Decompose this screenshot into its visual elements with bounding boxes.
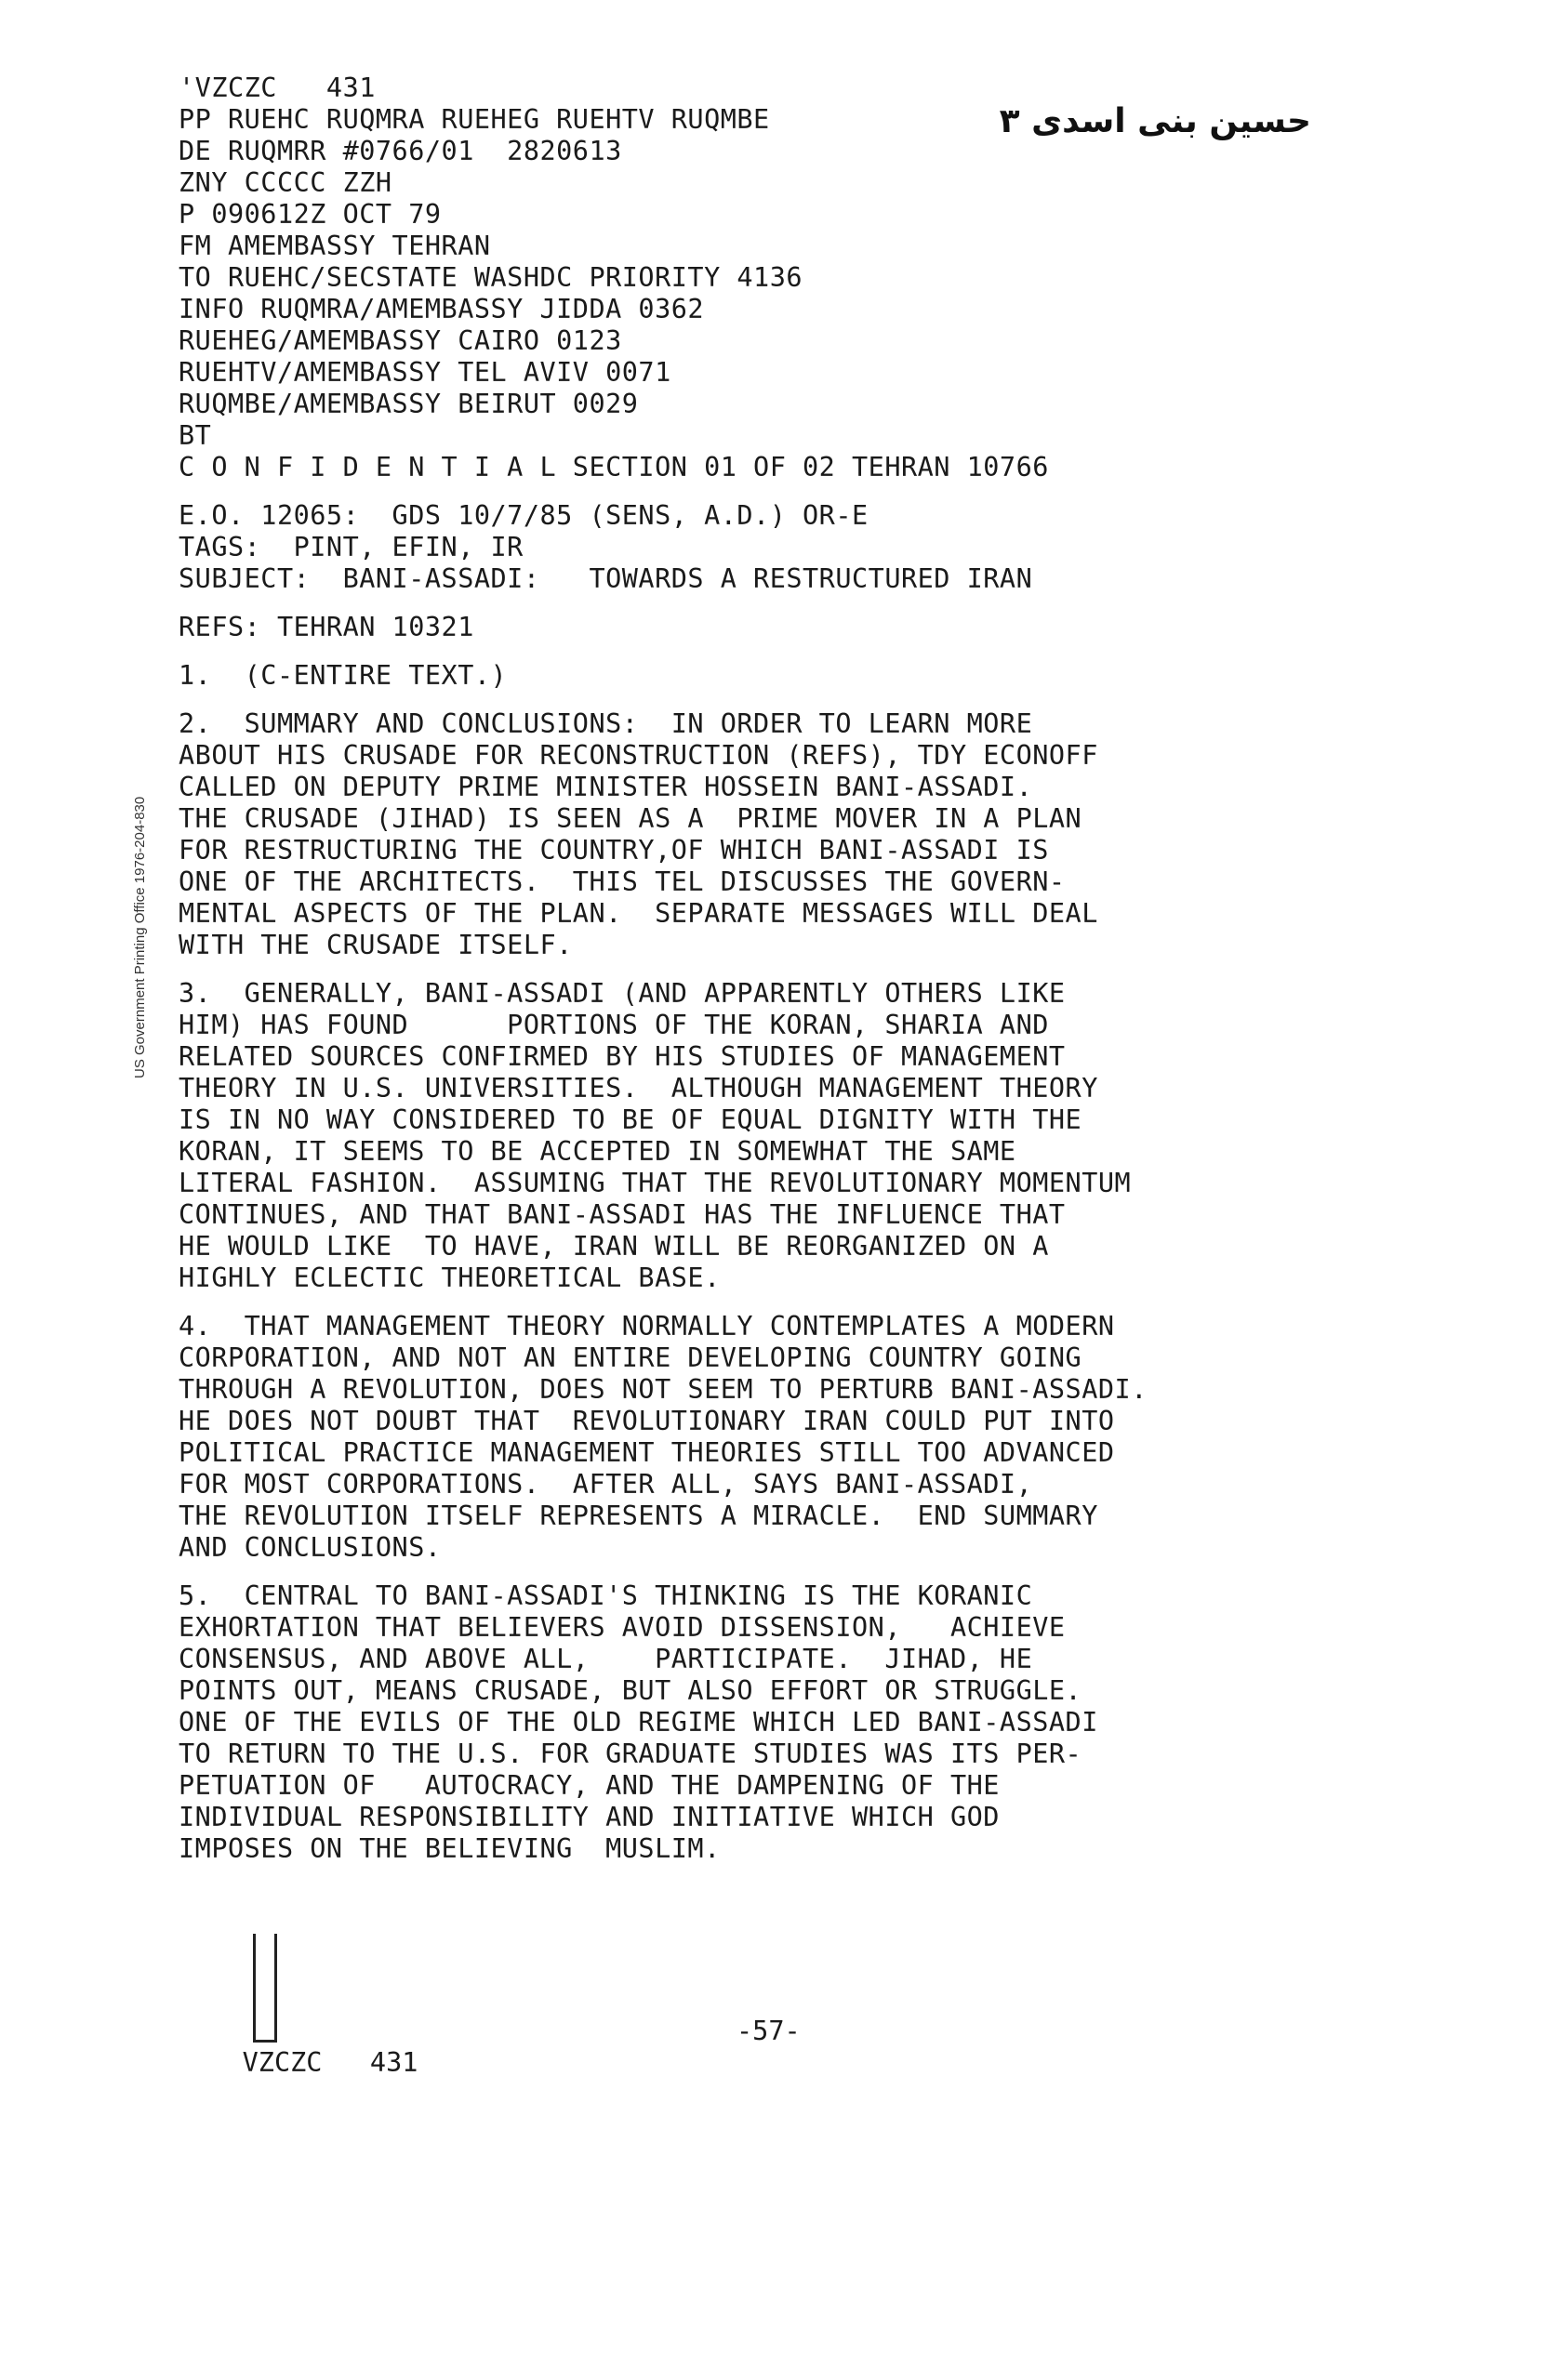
text-line: POINTS OUT, MEANS CRUSADE, BUT ALSO EFFORT OR STRUGGLE.	[179, 1675, 1082, 1706]
text-line: CORPORATION, AND NOT AN ENTIRE DEVELOPING COUNTRY GOING	[179, 1342, 1082, 1373]
text-line: THEORY IN U.S. UNIVERSITIES. ALTHOUGH MANAGEMENT THEORY	[179, 1073, 1098, 1104]
routing-line: BT	[179, 420, 212, 451]
text-line: CONTINUES, AND THAT BANI-ASSADI HAS THE INFLUENCE THAT	[179, 1199, 1066, 1230]
text-line: ABOUT HIS CRUSADE FOR RECONSTRUCTION (REFS), TDY ECONOFF	[179, 740, 1098, 771]
text-line: INDIVIDUAL RESPONSIBILITY AND INITIATIVE WHICH GOD	[179, 1802, 1000, 1832]
text-line: HE WOULD LIKE TO HAVE, IRAN WILL BE REORGANIZED ON A	[179, 1231, 1049, 1262]
text-line: ONE OF THE ARCHITECTS. THIS TEL DISCUSSES THE GOVERN-	[179, 866, 1066, 897]
text-line: POLITICAL PRACTICE MANAGEMENT THEORIES STILL TOO ADVANCED	[179, 1437, 1115, 1468]
text-line: CALLED ON DEPUTY PRIME MINISTER HOSSEIN BANI-ASSADI.	[179, 772, 1033, 802]
text-line: 1. (C-ENTIRE TEXT.)	[179, 660, 508, 691]
text-line: KORAN, IT SEEMS TO BE ACCEPTED IN SOMEWHAT THE SAME	[179, 1136, 1016, 1167]
paragraph-4	[179, 1311, 1322, 1564]
routing-line: RUEHEG/AMEMBASSY CAIRO 0123	[179, 325, 622, 356]
text-line: TO RETURN TO THE U.S. FOR GRADUATE STUDIES WAS ITS PER-	[179, 1739, 1082, 1769]
tags-line: TAGS: PINT, EFIN, IR	[179, 532, 524, 562]
text-line: THROUGH A REVOLUTION, DOES NOT SEEM TO PERTURB BANI-ASSADI.	[179, 1374, 1148, 1405]
text-line: EXHORTATION THAT BELIEVERS AVOID DISSENSION, ACHIEVE	[179, 1612, 1066, 1643]
routing-line: ZNY CCCCC ZZH	[179, 167, 392, 198]
paragraph-1	[179, 660, 1322, 692]
text-line: THE REVOLUTION ITSELF REPRESENTS A MIRACLE. END SUMMARY	[179, 1501, 1098, 1531]
text-line: MENTAL ASPECTS OF THE PLAN. SEPARATE MESSAGES WILL DEAL	[179, 898, 1098, 929]
page-number: -57-	[737, 2016, 801, 2046]
footer-routing: VZCZC 431	[242, 2047, 418, 2078]
text-line: RELATED SOURCES CONFIRMED BY HIS STUDIES OF MANAGEMENT	[179, 1041, 1066, 1072]
cable-meta	[179, 500, 1322, 595]
printing-office-stamp: US Government Printing Office 1976-204-830	[132, 796, 148, 1078]
text-line: CONSENSUS, AND ABOVE ALL, PARTICIPATE. JIHAD, HE	[179, 1644, 1033, 1674]
handwritten-note: حسین بنی اسدی ۳	[999, 102, 1311, 140]
text-line: 4. THAT MANAGEMENT THEORY NORMALLY CONTEMPLATES A MODERN	[179, 1311, 1115, 1342]
routing-line: RUEHTV/AMEMBASSY TEL AVIV 0071	[179, 357, 671, 388]
routing-line: P 090612Z OCT 79	[179, 199, 442, 230]
text-line: FOR RESTRUCTURING THE COUNTRY,OF WHICH BANI-ASSADI IS	[179, 835, 1049, 866]
routing-line: INFO RUQMRA/AMEMBASSY JIDDA 0362	[179, 294, 705, 324]
routing-line: 'VZCZC 431	[179, 73, 376, 103]
text-line: HIGHLY ECLECTIC THEORETICAL BASE.	[179, 1263, 721, 1293]
text-line: WITH THE CRUSADE ITSELF.	[179, 930, 573, 960]
routing-line: DE RUQMRR #0766/01 2820613	[179, 136, 622, 166]
text-line: LITERAL FASHION. ASSUMING THAT THE REVOLUTIONARY MOMENTUM	[179, 1168, 1132, 1198]
routing-line: FM AMEMBASSY TEHRAN	[179, 231, 491, 261]
text-line: IS IN NO WAY CONSIDERED TO BE OF EQUAL DIGNITY WITH THE	[179, 1104, 1082, 1135]
text-line: THE CRUSADE (JIHAD) IS SEEN AS A PRIME MOVER IN A PLAN	[179, 803, 1082, 834]
text-line: IMPOSES ON THE BELIEVING MUSLIM.	[179, 1833, 721, 1864]
page-footer	[179, 2016, 1322, 2142]
eo-line: E.O. 12065: GDS 10/7/85 (SENS, A.D.) OR-E	[179, 500, 869, 531]
paragraph-3	[179, 978, 1322, 1294]
routing-line: PP RUEHC RUQMRA RUEHEG RUEHTV RUQMBE	[179, 104, 770, 135]
text-line: AND CONCLUSIONS.	[179, 1532, 442, 1563]
text-line: FOR MOST CORPORATIONS. AFTER ALL, SAYS BANI-ASSADI,	[179, 1469, 1033, 1500]
refs-line: REFS: TEHRAN 10321	[179, 612, 474, 642]
routing-line: RUQMBE/AMEMBASSY BEIRUT 0029	[179, 389, 639, 419]
text-line: 2. SUMMARY AND CONCLUSIONS: IN ORDER TO LEARN MORE	[179, 708, 1033, 739]
subject-line: SUBJECT: BANI-ASSADI: TOWARDS A RESTRUCTURED IRAN	[179, 563, 1033, 594]
text-line: PETUATION OF AUTOCRACY, AND THE DAMPENING OF THE	[179, 1770, 1000, 1801]
routing-line: TO RUEHC/SECSTATE WASHDC PRIORITY 4136	[179, 262, 803, 293]
cable-text	[179, 73, 1322, 1865]
text-line: HIM) HAS FOUND PORTIONS OF THE KORAN, SHARIA AND	[179, 1010, 1049, 1040]
text-line: 3. GENERALLY, BANI-ASSADI (AND APPARENTLY OTHERS LIKE	[179, 978, 1066, 1009]
paragraph-5	[179, 1580, 1322, 1865]
text-line: ONE OF THE EVILS OF THE OLD REGIME WHICH LED BANI-ASSADI	[179, 1707, 1098, 1738]
paragraph-2	[179, 708, 1322, 961]
text-line: 5. CENTRAL TO BANI-ASSADI'S THINKING IS THE KORANIC	[179, 1580, 1033, 1611]
classification-line: C O N F I D E N T I A L SECTION 01 OF 02 TEHRAN 10766	[179, 452, 1049, 483]
text-line: HE DOES NOT DOUBT THAT REVOLUTIONARY IRAN COULD PUT INTO	[179, 1406, 1115, 1436]
